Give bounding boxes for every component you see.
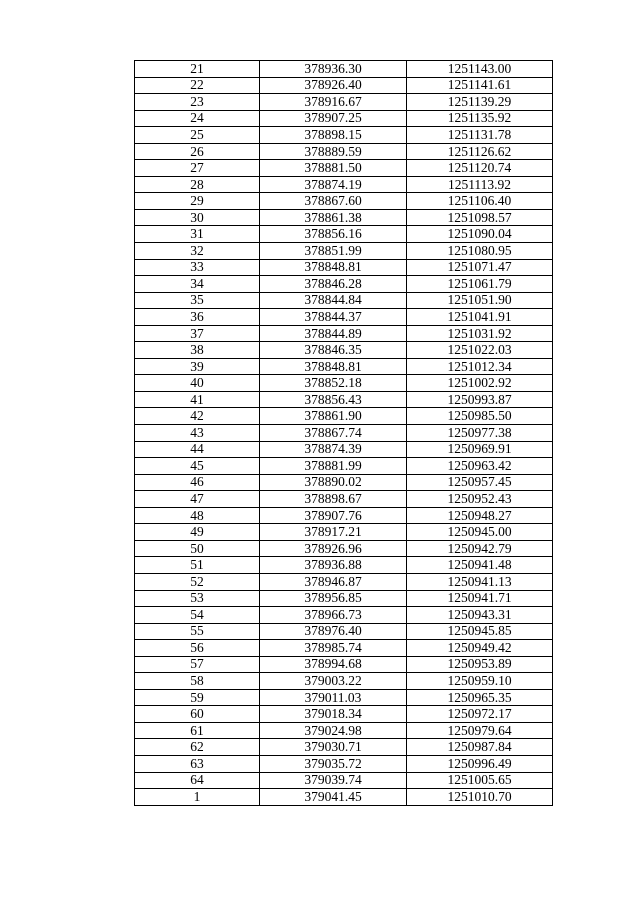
point-number-cell: 61 bbox=[135, 722, 260, 739]
y-coordinate-cell: 1251126.62 bbox=[407, 143, 553, 160]
point-number-cell: 49 bbox=[135, 524, 260, 541]
y-coordinate-cell: 1251071.47 bbox=[407, 259, 553, 276]
x-coordinate-cell: 379011.03 bbox=[260, 689, 407, 706]
point-number-cell: 47 bbox=[135, 491, 260, 508]
y-coordinate-cell: 1250953.89 bbox=[407, 656, 553, 673]
x-coordinate-cell: 378861.38 bbox=[260, 209, 407, 226]
table-row bbox=[135, 226, 553, 243]
table-row bbox=[135, 507, 553, 524]
y-coordinate-cell: 1250996.49 bbox=[407, 755, 553, 772]
table-row bbox=[135, 590, 553, 607]
table-row bbox=[135, 673, 553, 690]
point-number-cell: 22 bbox=[135, 77, 260, 94]
y-coordinate-cell: 1250943.31 bbox=[407, 607, 553, 624]
y-coordinate-cell: 1250942.79 bbox=[407, 540, 553, 557]
y-coordinate-cell: 1251141.61 bbox=[407, 77, 553, 94]
x-coordinate-cell: 378889.59 bbox=[260, 143, 407, 160]
point-number-cell: 48 bbox=[135, 507, 260, 524]
table-row bbox=[135, 573, 553, 590]
point-number-cell: 39 bbox=[135, 358, 260, 375]
x-coordinate-cell: 379030.71 bbox=[260, 739, 407, 756]
point-number-cell: 57 bbox=[135, 656, 260, 673]
x-coordinate-cell: 378846.35 bbox=[260, 342, 407, 359]
y-coordinate-cell: 1250949.42 bbox=[407, 640, 553, 657]
y-coordinate-cell: 1251131.78 bbox=[407, 127, 553, 144]
table-row bbox=[135, 739, 553, 756]
table-row bbox=[135, 441, 553, 458]
table-row bbox=[135, 408, 553, 425]
x-coordinate-cell: 378916.67 bbox=[260, 94, 407, 111]
point-number-cell: 43 bbox=[135, 425, 260, 442]
y-coordinate-cell: 1250993.87 bbox=[407, 391, 553, 408]
point-number-cell: 32 bbox=[135, 243, 260, 260]
table-row bbox=[135, 193, 553, 210]
y-coordinate-cell: 1251002.92 bbox=[407, 375, 553, 392]
point-number-cell: 40 bbox=[135, 375, 260, 392]
y-coordinate-cell: 1250979.64 bbox=[407, 722, 553, 739]
x-coordinate-cell: 378848.81 bbox=[260, 358, 407, 375]
table-row bbox=[135, 491, 553, 508]
table-row bbox=[135, 61, 553, 78]
y-coordinate-cell: 1250963.42 bbox=[407, 458, 553, 475]
y-coordinate-cell: 1250987.84 bbox=[407, 739, 553, 756]
table-row bbox=[135, 607, 553, 624]
point-number-cell: 23 bbox=[135, 94, 260, 111]
point-number-cell: 30 bbox=[135, 209, 260, 226]
x-coordinate-cell: 378926.96 bbox=[260, 540, 407, 557]
point-number-cell: 29 bbox=[135, 193, 260, 210]
x-coordinate-cell: 378976.40 bbox=[260, 623, 407, 640]
coordinate-table bbox=[134, 60, 553, 806]
table-row bbox=[135, 557, 553, 574]
table-row bbox=[135, 789, 553, 806]
point-number-cell: 52 bbox=[135, 573, 260, 590]
x-coordinate-cell: 378881.99 bbox=[260, 458, 407, 475]
point-number-cell: 38 bbox=[135, 342, 260, 359]
table-row bbox=[135, 425, 553, 442]
table-row bbox=[135, 706, 553, 723]
x-coordinate-cell: 379035.72 bbox=[260, 755, 407, 772]
y-coordinate-cell: 1250948.27 bbox=[407, 507, 553, 524]
table-row bbox=[135, 176, 553, 193]
table-row bbox=[135, 94, 553, 111]
table-row bbox=[135, 358, 553, 375]
table-row bbox=[135, 524, 553, 541]
y-coordinate-cell: 1251098.57 bbox=[407, 209, 553, 226]
x-coordinate-cell: 378852.18 bbox=[260, 375, 407, 392]
y-coordinate-cell: 1251113.92 bbox=[407, 176, 553, 193]
point-number-cell: 59 bbox=[135, 689, 260, 706]
point-number-cell: 45 bbox=[135, 458, 260, 475]
x-coordinate-cell: 379018.34 bbox=[260, 706, 407, 723]
table-row bbox=[135, 375, 553, 392]
y-coordinate-cell: 1251120.74 bbox=[407, 160, 553, 177]
point-number-cell: 64 bbox=[135, 772, 260, 789]
point-number-cell: 33 bbox=[135, 259, 260, 276]
table-row bbox=[135, 689, 553, 706]
point-number-cell: 31 bbox=[135, 226, 260, 243]
x-coordinate-cell: 379024.98 bbox=[260, 722, 407, 739]
point-number-cell: 41 bbox=[135, 391, 260, 408]
point-number-cell: 56 bbox=[135, 640, 260, 657]
y-coordinate-cell: 1251090.04 bbox=[407, 226, 553, 243]
table-row bbox=[135, 623, 553, 640]
x-coordinate-cell: 378890.02 bbox=[260, 474, 407, 491]
point-number-cell: 28 bbox=[135, 176, 260, 193]
table-row bbox=[135, 458, 553, 475]
table-row bbox=[135, 127, 553, 144]
x-coordinate-cell: 378936.88 bbox=[260, 557, 407, 574]
x-coordinate-cell: 379003.22 bbox=[260, 673, 407, 690]
x-coordinate-cell: 378861.90 bbox=[260, 408, 407, 425]
point-number-cell: 21 bbox=[135, 61, 260, 78]
point-number-cell: 62 bbox=[135, 739, 260, 756]
table-row bbox=[135, 110, 553, 127]
table-row bbox=[135, 276, 553, 293]
x-coordinate-cell: 378917.21 bbox=[260, 524, 407, 541]
x-coordinate-cell: 378881.50 bbox=[260, 160, 407, 177]
y-coordinate-cell: 1251010.70 bbox=[407, 789, 553, 806]
point-number-cell: 60 bbox=[135, 706, 260, 723]
x-coordinate-cell: 378851.99 bbox=[260, 243, 407, 260]
point-number-cell: 58 bbox=[135, 673, 260, 690]
point-number-cell: 50 bbox=[135, 540, 260, 557]
table-row bbox=[135, 77, 553, 94]
x-coordinate-cell: 379041.45 bbox=[260, 789, 407, 806]
y-coordinate-cell: 1250985.50 bbox=[407, 408, 553, 425]
point-number-cell: 54 bbox=[135, 607, 260, 624]
table-row bbox=[135, 474, 553, 491]
table-row bbox=[135, 160, 553, 177]
x-coordinate-cell: 378867.74 bbox=[260, 425, 407, 442]
point-number-cell: 46 bbox=[135, 474, 260, 491]
y-coordinate-cell: 1251061.79 bbox=[407, 276, 553, 293]
y-coordinate-cell: 1251143.00 bbox=[407, 61, 553, 78]
y-coordinate-cell: 1250969.91 bbox=[407, 441, 553, 458]
table-row bbox=[135, 143, 553, 160]
point-number-cell: 42 bbox=[135, 408, 260, 425]
table-row bbox=[135, 209, 553, 226]
x-coordinate-cell: 378985.74 bbox=[260, 640, 407, 657]
x-coordinate-cell: 378907.76 bbox=[260, 507, 407, 524]
table-row bbox=[135, 772, 553, 789]
y-coordinate-cell: 1250957.45 bbox=[407, 474, 553, 491]
point-number-cell: 27 bbox=[135, 160, 260, 177]
x-coordinate-cell: 378856.16 bbox=[260, 226, 407, 243]
point-number-cell: 24 bbox=[135, 110, 260, 127]
table-row bbox=[135, 755, 553, 772]
x-coordinate-cell: 378946.87 bbox=[260, 573, 407, 590]
y-coordinate-cell: 1250945.00 bbox=[407, 524, 553, 541]
x-coordinate-cell: 378898.67 bbox=[260, 491, 407, 508]
y-coordinate-cell: 1250952.43 bbox=[407, 491, 553, 508]
y-coordinate-cell: 1251106.40 bbox=[407, 193, 553, 210]
x-coordinate-cell: 378848.81 bbox=[260, 259, 407, 276]
x-coordinate-cell: 378867.60 bbox=[260, 193, 407, 210]
y-coordinate-cell: 1250972.17 bbox=[407, 706, 553, 723]
table-row bbox=[135, 656, 553, 673]
y-coordinate-cell: 1251080.95 bbox=[407, 243, 553, 260]
table-row bbox=[135, 309, 553, 326]
x-coordinate-cell: 378844.37 bbox=[260, 309, 407, 326]
y-coordinate-cell: 1250945.85 bbox=[407, 623, 553, 640]
x-coordinate-cell: 378844.84 bbox=[260, 292, 407, 309]
x-coordinate-cell: 378844.89 bbox=[260, 325, 407, 342]
table-row bbox=[135, 540, 553, 557]
table-row bbox=[135, 391, 553, 408]
table-row bbox=[135, 259, 553, 276]
x-coordinate-cell: 378966.73 bbox=[260, 607, 407, 624]
point-number-cell: 1 bbox=[135, 789, 260, 806]
point-number-cell: 35 bbox=[135, 292, 260, 309]
y-coordinate-cell: 1251031.92 bbox=[407, 325, 553, 342]
point-number-cell: 37 bbox=[135, 325, 260, 342]
y-coordinate-cell: 1250959.10 bbox=[407, 673, 553, 690]
y-coordinate-cell: 1250941.71 bbox=[407, 590, 553, 607]
x-coordinate-cell: 379039.74 bbox=[260, 772, 407, 789]
coordinate-table-body bbox=[135, 61, 553, 806]
point-number-cell: 55 bbox=[135, 623, 260, 640]
x-coordinate-cell: 378856.43 bbox=[260, 391, 407, 408]
point-number-cell: 26 bbox=[135, 143, 260, 160]
y-coordinate-cell: 1251051.90 bbox=[407, 292, 553, 309]
point-number-cell: 44 bbox=[135, 441, 260, 458]
table-row bbox=[135, 342, 553, 359]
y-coordinate-cell: 1251005.65 bbox=[407, 772, 553, 789]
y-coordinate-cell: 1250977.38 bbox=[407, 425, 553, 442]
table-row bbox=[135, 325, 553, 342]
table-row bbox=[135, 722, 553, 739]
table-row bbox=[135, 640, 553, 657]
point-number-cell: 36 bbox=[135, 309, 260, 326]
x-coordinate-cell: 378846.28 bbox=[260, 276, 407, 293]
y-coordinate-cell: 1251135.92 bbox=[407, 110, 553, 127]
x-coordinate-cell: 378994.68 bbox=[260, 656, 407, 673]
y-coordinate-cell: 1251041.91 bbox=[407, 309, 553, 326]
point-number-cell: 51 bbox=[135, 557, 260, 574]
y-coordinate-cell: 1250941.13 bbox=[407, 573, 553, 590]
point-number-cell: 25 bbox=[135, 127, 260, 144]
y-coordinate-cell: 1251022.03 bbox=[407, 342, 553, 359]
x-coordinate-cell: 378926.40 bbox=[260, 77, 407, 94]
table-row bbox=[135, 243, 553, 260]
x-coordinate-cell: 378936.30 bbox=[260, 61, 407, 78]
x-coordinate-cell: 378874.39 bbox=[260, 441, 407, 458]
x-coordinate-cell: 378956.85 bbox=[260, 590, 407, 607]
x-coordinate-cell: 378898.15 bbox=[260, 127, 407, 144]
y-coordinate-cell: 1251139.29 bbox=[407, 94, 553, 111]
y-coordinate-cell: 1250941.48 bbox=[407, 557, 553, 574]
x-coordinate-cell: 378907.25 bbox=[260, 110, 407, 127]
point-number-cell: 63 bbox=[135, 755, 260, 772]
table-row bbox=[135, 292, 553, 309]
point-number-cell: 34 bbox=[135, 276, 260, 293]
point-number-cell: 53 bbox=[135, 590, 260, 607]
y-coordinate-cell: 1250965.35 bbox=[407, 689, 553, 706]
y-coordinate-cell: 1251012.34 bbox=[407, 358, 553, 375]
x-coordinate-cell: 378874.19 bbox=[260, 176, 407, 193]
